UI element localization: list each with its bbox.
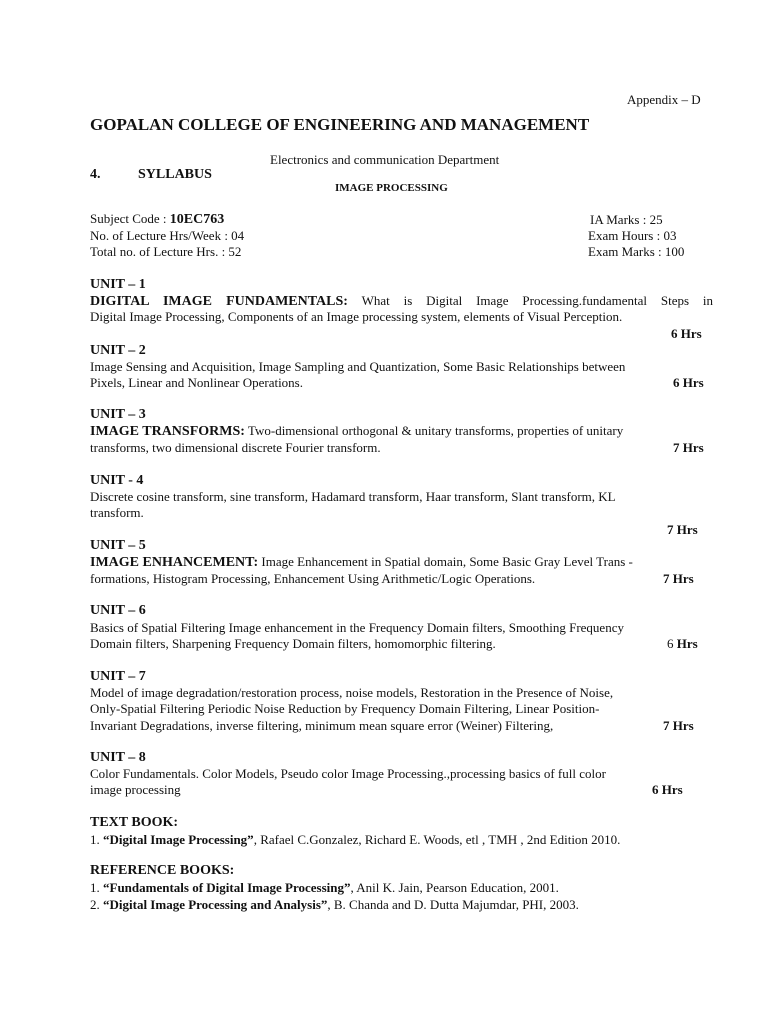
exam-hours: Exam Hours : 03 — [588, 228, 677, 243]
unit-7-line1: Model of image degradation/restoration process, noise models, Restoration in the Presence of Noise, — [90, 685, 614, 700]
text-book-item-1: 1. “Digital Image Processing”, Rafael C.Gonzalez, Richard E. Woods, etl , TMH , 2nd Edition 2010. — [90, 832, 621, 847]
unit-3-hrs: 7 Hrs — [673, 440, 704, 455]
unit-7-heading: UNIT – 7 — [90, 669, 146, 684]
unit-8-line2: image processing — [90, 782, 181, 797]
unit-6-line1: Basics of Spatial Filtering Image enhancement in the Frequency Domain filters, Smoothing Frequency — [90, 620, 624, 635]
subject-code-value: 10EC763 — [169, 212, 225, 227]
unit-6-hrs: 6 Hrs — [667, 636, 698, 651]
department-label: Electronics and communication Department — [270, 152, 500, 167]
unit-1-hrs: 6 Hrs — [671, 326, 702, 341]
unit-1-topic: DIGITAL IMAGE FUNDAMENTALS: — [90, 294, 348, 309]
unit-7-line3: Invariant Degradations, inverse filtering, minimum mean square error (Weiner) Filtering, — [90, 718, 554, 733]
unit-5-heading: UNIT – 5 — [90, 538, 146, 553]
unit-5-line2: formations, Histogram Processing, Enhancement Using Arithmetic/Logic Operations. — [90, 571, 536, 586]
unit-8-hrs: 6 Hrs — [652, 782, 683, 797]
unit-1-line2: Digital Image Processing, Components of an Image processing system, elements of Visual Perception. — [90, 309, 623, 324]
unit-1-line1: DIGITAL IMAGE FUNDAMENTALS: What is Digital Image Processing.fundamental Steps in — [90, 293, 713, 309]
subject-code-label: Subject Code : — [90, 211, 170, 226]
unit-4-line2: transform. — [90, 505, 144, 520]
text-book-heading: TEXT BOOK: — [90, 815, 179, 830]
exam-marks: Exam Marks : 100 — [588, 244, 685, 259]
section-number: 4. — [90, 167, 101, 182]
ia-marks: IA Marks : 25 — [590, 212, 663, 227]
appendix-label: Appendix – D — [627, 92, 701, 107]
total-lecture-hrs: Total no. of Lecture Hrs. : 52 — [90, 244, 242, 259]
unit-2-hrs: 6 Hrs — [673, 375, 704, 390]
reference-books-heading: REFERENCE BOOKS: — [90, 863, 235, 878]
unit-3-line2: transforms, two dimensional discrete Fourier transform. — [90, 440, 381, 455]
unit-6-line2: Domain filters, Sharpening Frequency Domain filters, homomorphic filtering. — [90, 636, 496, 651]
unit-7-hrs: 7 Hrs — [663, 718, 694, 733]
unit-3-topic: IMAGE TRANSFORMS: — [90, 424, 245, 439]
unit-7-line2: Only-Spatial Filtering Periodic Noise Reduction by Frequency Domain Filtering, Linear Position- — [90, 701, 600, 716]
unit-3-line1: IMAGE TRANSFORMS: Two-dimensional orthogonal & unitary transforms, properties of unitary — [90, 423, 624, 439]
unit-2-line2: Pixels, Linear and Nonlinear Operations. — [90, 375, 303, 390]
unit-4-heading: UNIT - 4 — [90, 473, 144, 488]
subject-title: IMAGE PROCESSING — [335, 182, 448, 194]
unit-4-hrs: 7 Hrs — [667, 522, 698, 537]
unit-8-line1: Color Fundamentals. Color Models, Pseudo color Image Processing.,processing basics of full color — [90, 766, 606, 781]
unit-8-heading: UNIT – 8 — [90, 750, 146, 765]
unit-3-heading: UNIT – 3 — [90, 407, 146, 422]
unit-5-hrs: 7 Hrs — [663, 571, 694, 586]
unit-2-line1: Image Sensing and Acquisition, Image Sampling and Quantization, Some Basic Relationships between — [90, 359, 626, 374]
unit-4-line1: Discrete cosine transform, sine transform, Hadamard transform, Haar transform, Slant transform, KL — [90, 489, 616, 504]
reference-book-item-2: 2. “Digital Image Processing and Analysis”, B. Chanda and D. Dutta Majumdar, PHI, 2003. — [90, 897, 579, 912]
subject-code-row — [90, 211, 224, 228]
lecture-hrs-week: No. of Lecture Hrs/Week : 04 — [90, 228, 245, 243]
college-title: GOPALAN COLLEGE OF ENGINEERING AND MANAGEMENT — [90, 115, 590, 134]
unit-6-heading: UNIT – 6 — [90, 603, 146, 618]
unit-2-heading: UNIT – 2 — [90, 343, 146, 358]
reference-book-item-1: 1. “Fundamentals of Digital Image Processing”, Anil K. Jain, Pearson Education, 2001. — [90, 880, 559, 895]
unit-5-line1: IMAGE ENHANCEMENT: Image Enhancement in Spatial domain, Some Basic Gray Level Trans - — [90, 554, 633, 570]
section-title: SYLLABUS — [138, 167, 212, 182]
unit-5-topic: IMAGE ENHANCEMENT: — [90, 555, 259, 570]
unit-1-heading: UNIT – 1 — [90, 277, 146, 292]
